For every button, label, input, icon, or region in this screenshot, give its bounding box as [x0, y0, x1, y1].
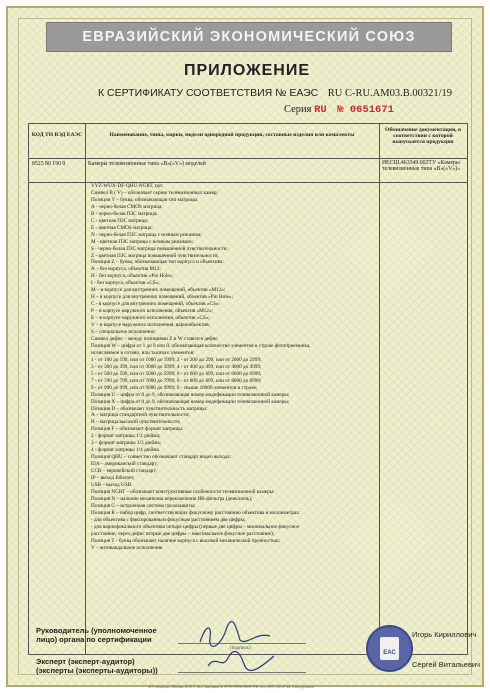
description-line: EIA – американский стандарт; — [91, 461, 158, 468]
row-name: Камеры телевизионные типа «В»(«V») моделей — [88, 161, 206, 167]
table-header — [29, 124, 467, 159]
description-line: 7 - от 700 до 799, или от 7000 до 7999; 8 - от 800 до 899, или от 8000 до 8999; — [91, 377, 262, 384]
certificate-number: RU C-RU.AM03.B.00321/19 — [327, 88, 452, 99]
description-line: А – матрица стандартной чувствительности; — [91, 412, 190, 419]
description-line: Позиция R – набор цифр, соответствующих фокусному расстоянию объектива в миллиметрах: — [91, 509, 301, 516]
description-line: Е - цветная CMOS матрица; — [91, 224, 153, 231]
description-line: Позиция U – цифра от 0 до 9, обозначающая номер модификации телевизионной камеры; — [91, 391, 290, 398]
description-line: Символ В ( V) – обозначает серию телевизионных камер; — [91, 189, 218, 196]
series-line — [284, 104, 394, 116]
header-name-cell — [85, 124, 380, 158]
body-doc-cell — [379, 182, 467, 654]
description-line: S – специальное исполнение; — [91, 329, 156, 336]
subtitle: К СЕРТИФИКАТУ СООТВЕТСТВИЯ № ЕАЭС — [98, 87, 319, 99]
union-banner: ЕВРАЗИЙСКИЙ ЭКОНОМИЧЕСКИЙ СОЮЗ — [46, 22, 452, 52]
head-name: Игорь Кириллович — [412, 630, 477, 639]
products-table — [28, 123, 468, 655]
description-line: Позиция X – цифра от 0 до 9, обозначающая номер модификации телевизионной камеры; — [91, 398, 290, 405]
description-line: Е – в корпусе наружного исполнения, объектив «CS»; — [91, 315, 210, 322]
table-row — [29, 158, 467, 183]
description-line: М – в корпусе для внутренних помещений, объектив «М12»; — [91, 287, 226, 294]
description-line: N - черно-белая ПЗС матрица с ночным режимом; — [91, 231, 202, 238]
description-line: Z - цветная ПЗС матрица повышенной чувствительности; — [91, 252, 219, 259]
model-description-list — [85, 182, 379, 552]
row-code-cell — [29, 158, 86, 182]
certificate-sheet — [6, 6, 484, 687]
head-label — [36, 626, 157, 644]
description-line: USB – выход USB. — [91, 481, 133, 488]
description-line: Н – матрица высокой чувствительности; — [91, 419, 181, 426]
description-line: Позиция W – цифра от 1 до 9 или 0, обозначающая количество элементов в строке фотоприемника, — [91, 342, 311, 349]
expert-label-line-1: Эксперт (эксперт-аудитор) — [36, 657, 135, 666]
description-line: Позиция Z – буква, обозначающая тип корпуса и объектива: — [91, 259, 224, 266]
description-line: 3 – формат матрицы 1/3 дюйма; — [91, 440, 162, 447]
description-line: Позиция NGRT – обозначает конструктивные особенности телевизионной камеры: — [91, 488, 275, 495]
description-line: - для объектива с фиксированным фокусным расстоянием две цифры; — [91, 516, 246, 523]
row-doc-cell — [379, 158, 467, 182]
head-label-line-1: Руководитель (уполномоченное — [36, 626, 157, 635]
description-line: С - цветная ПЗС матрица; — [91, 217, 149, 224]
description-line: исчисляемое в сотнях, или тысячах элементов: — [91, 349, 195, 356]
description-line: В - черно-белая ПЗС матрица; — [91, 210, 158, 217]
description-line: 2 - формат матрицы 1/2 дюйма; — [91, 433, 161, 440]
description-line: Н – в корпусе для внутренних помещений, объектив «Pin Hole»; — [91, 294, 233, 301]
body-code-cell — [29, 182, 86, 654]
description-line: Символ дефис – между позициями Z и W ставится дефис. — [91, 335, 220, 342]
description-line: Позиция QHU – совместно обозначают стандарт видео выхода: — [91, 454, 232, 461]
description-line: Н - без корпуса, объектив «Pin Hole»; — [91, 273, 174, 280]
description-line: Позиция G – встроенная система грозозащиты; — [91, 502, 196, 509]
description-line: IP – выход Ethernet; — [91, 475, 135, 482]
header-doc: Обозначение документации, в соответствии с которой выпускается продукция — [385, 127, 461, 145]
description-line: А – без корпуса, объектив М12; — [91, 266, 161, 273]
description-line: V – антивандальное исполнение. — [91, 544, 164, 551]
description-line: 3 - от 300 до 399, или от 3000 до 3999; 4 - от 400 до 499, или от 4000 до 4999; — [91, 363, 262, 370]
description-line: 1 - от 100 до 199, или от 1000 до 1999; 2 - от 200 до 299, или от 2000 до 2999; — [91, 356, 262, 363]
description-line: VYZ-WUX-DF-QHU-NGRT, где: — [91, 183, 164, 189]
head-label-line-2: лицо) органа по сертификации — [36, 635, 152, 644]
head-signature — [196, 620, 276, 650]
head-sign-hint: (подпись) — [230, 646, 251, 651]
description-line: 4 - формат матрицы 1/4 дюйма. — [91, 447, 161, 454]
description-line: 5 - от 500 до 599, или от 5000 до 5999; 6 - от 600 до 699, или от 6000 до 6999; — [91, 370, 262, 377]
body-name-cell — [85, 182, 380, 654]
table-body — [29, 182, 467, 654]
expert-signature — [204, 648, 284, 674]
expert-label — [36, 657, 158, 675]
eac-stamp — [366, 625, 413, 672]
print-note: АО «Опцион», Москва, 2018 г., «Б», Лицензия № 05-05-09/003 ФНС РФ, тел. (495) 726-47-42, www.opcion.ru — [148, 685, 315, 689]
description-line: расстояние, через дефис вторые две цифры – максимальное фокусное расстояние); — [91, 530, 275, 537]
description-line: Позиция D – обозначает чувствительность матрицы: — [91, 405, 208, 412]
header-name: Наименование, типы, марки, модели однородной продукции, составные изделия или комплекты — [109, 132, 355, 138]
description-line: М - цветная ПЗС матрица с ночным режимом; — [91, 238, 194, 245]
page-title: ПРИЛОЖЕНИЕ — [184, 62, 310, 79]
description-line: Р – в корпусе наружного исполнения, объектив «М12»; — [91, 308, 213, 315]
expert-label-line-2: (эксперты (эксперты-аудиторы)) — [36, 666, 158, 675]
description-line: S - черно-белая ПЗС матрица повышенной чувствительности; — [91, 245, 228, 252]
series-label: Серия — [284, 104, 312, 115]
description-line: V – в корпусе наружного исполнения, вариообъектив; — [91, 322, 211, 329]
header-code: КОД ТН ВЭД ЕАЭС — [31, 132, 83, 138]
description-line: CCR – европейский стандарт; — [91, 468, 157, 475]
stamp-text: ЕАС — [383, 650, 396, 656]
description-line: Позиция Т - буква обозначает наличие корпуса с высокой механической прочностью; — [91, 537, 280, 544]
description-line: - для вариофокального объектива четыре цифры (первые две цифры – минимальное фокусное — [91, 523, 300, 530]
expert-name: Сергей Витальевич — [412, 660, 481, 669]
description-line: 9 - от 900 до 999, или от 9000 до 9999; 0 - свыше 10000 элементов в строке; — [91, 384, 258, 391]
description-line: Позиция F – обозначает формат матрицы: — [91, 426, 184, 433]
description-line: А - черно-белая CMOS матрица; — [91, 203, 163, 210]
series-number: № 0651671 — [337, 104, 394, 116]
series-code: RU — [314, 104, 327, 116]
description-line: Позиция Y – буква, обозначающая тип матрицы: — [91, 196, 199, 203]
row-code: 8525 80 190 0 — [32, 161, 66, 167]
row-name-cell — [85, 158, 380, 182]
stamp-center — [380, 637, 399, 660]
description-line: I - без корпуса, объектив «CS»; — [91, 280, 160, 287]
row-doc: ИЕСШ.463349.002ТУ «Камеры телевизионные типа «В»(«V»)» — [382, 160, 460, 172]
header-code-cell — [29, 124, 86, 158]
description-line: С - в корпусе для внутренних помещений, объектив «CS»; — [91, 301, 220, 308]
header-doc-cell — [379, 124, 467, 158]
description-line: Позиция N – наличие механизма переключения ИК-фильтра (день/ночь); — [91, 495, 253, 502]
